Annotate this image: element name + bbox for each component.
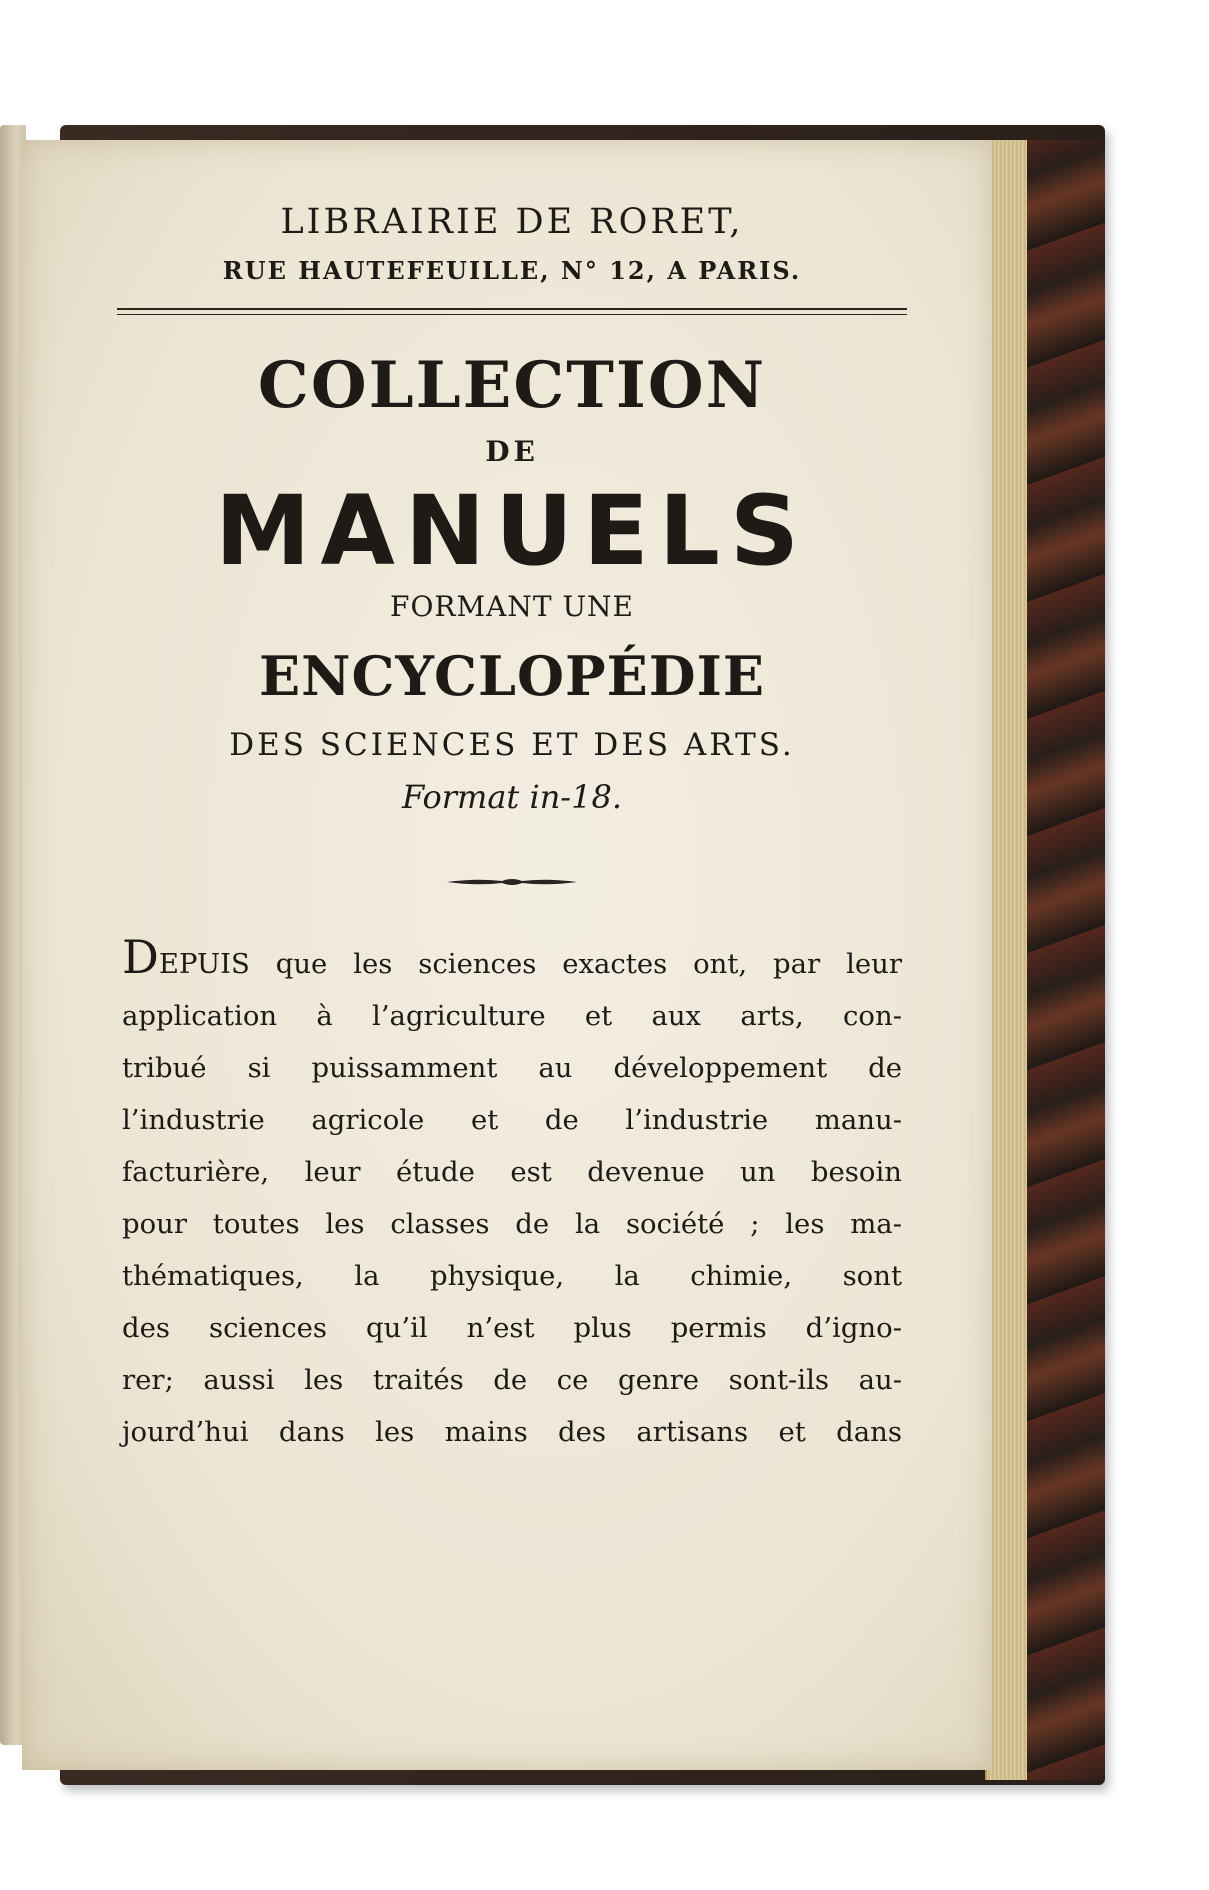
- publisher-address: RUE HAUTEFEUILLE, N° 12, A PARIS.: [222, 256, 802, 285]
- title-encyclopedie: ENCYCLOPÉDIE: [258, 644, 766, 708]
- title-page: [22, 140, 992, 1770]
- body-line-1-text: EPUIS que les sciences exactes ont, par leur: [158, 948, 902, 980]
- publisher-name: LIBRAIRIE DE RORET,: [280, 202, 744, 242]
- header-rule: [117, 308, 907, 315]
- body-line-5: facturière, leur étude est devenue un besoin: [122, 1156, 902, 1188]
- title-de: DE: [485, 435, 539, 468]
- title-sciences-arts: DES SCIENCES ET DES ARTS.: [229, 727, 795, 763]
- drop-cap: D: [122, 930, 159, 984]
- ornament-divider-icon: [447, 875, 577, 889]
- body-line-3: tribué si puissamment au développement de: [122, 1052, 902, 1084]
- format-note: Format in-18.: [401, 778, 622, 816]
- body-paragraph: [122, 930, 902, 1458]
- title-formant-une: FORMANT UNE: [390, 590, 634, 623]
- title-collection: COLLECTION: [257, 348, 767, 423]
- page-content: [122, 200, 902, 1458]
- body-line-6: pour toutes les classes de la société ; les ma-: [122, 1208, 902, 1240]
- title-manuels: MANUELS: [214, 475, 809, 587]
- body-line-10: jourd’hui dans les mains des artisans et dans: [122, 1416, 902, 1448]
- body-line-8: des sciences qu’il n’est plus permis d’igno-: [122, 1312, 902, 1344]
- body-line-9: rer; aussi les traités de ce genre sont-ils au-: [122, 1364, 902, 1396]
- body-line-4: l’industrie agricole et de l’industrie manu-: [122, 1104, 902, 1136]
- body-line-1: [122, 930, 902, 990]
- body-line-7: thématiques, la physique, la chimie, sont: [122, 1260, 902, 1292]
- body-line-2: application à l’agriculture et aux arts, con-: [122, 1000, 902, 1032]
